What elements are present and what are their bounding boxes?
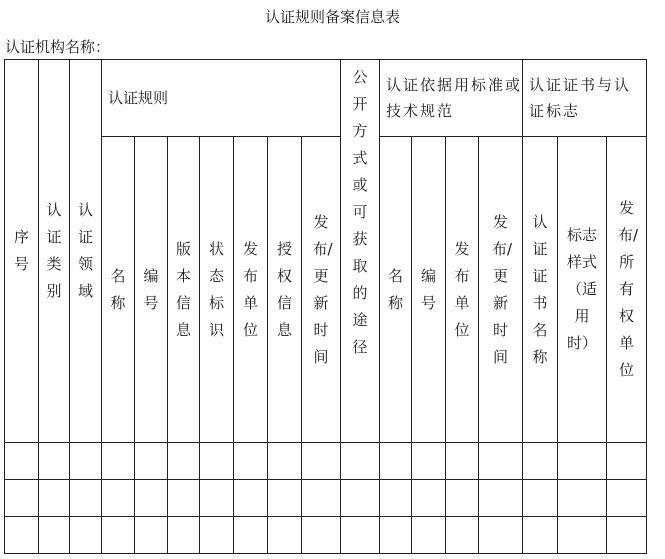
table-cell[interactable] (234, 517, 268, 554)
table-cell[interactable] (102, 480, 135, 517)
header-rules-publisher: 发布单位 (234, 137, 268, 443)
table-cell[interactable] (5, 517, 39, 554)
table-cell[interactable] (341, 517, 380, 554)
table-cell[interactable] (302, 443, 341, 480)
header-mark-style: 标志样式（适用时） (558, 137, 607, 443)
table-cell[interactable] (268, 517, 302, 554)
table-cell[interactable] (523, 480, 558, 517)
table-cell[interactable] (523, 443, 558, 480)
header-mark-owner: 发布/所有权单位 (607, 137, 647, 443)
table-cell[interactable] (39, 517, 70, 554)
table-cell[interactable] (558, 443, 607, 480)
filing-table (4, 59, 647, 554)
table-cell[interactable] (446, 443, 479, 480)
table-cell[interactable] (412, 443, 446, 480)
header-cert-name: 认证证书名称 (523, 137, 558, 443)
table-cell[interactable] (70, 517, 102, 554)
table-cell[interactable] (302, 480, 341, 517)
header-group-certificate: 认证证书与认证标志 (523, 60, 647, 137)
header-rules-number: 编号 (135, 137, 168, 443)
table-cell[interactable] (168, 443, 200, 480)
document-title: 认证规则备案信息表 (264, 8, 400, 26)
table-cell[interactable] (446, 480, 479, 517)
header-cert-field: 认证领域 (70, 60, 102, 443)
table-cell[interactable] (523, 517, 558, 554)
table-cell[interactable] (168, 517, 200, 554)
header-rules-version: 版本信息 (168, 137, 200, 443)
header-std-number: 编号 (412, 137, 446, 443)
table-cell[interactable] (302, 517, 341, 554)
table-cell[interactable] (341, 443, 380, 480)
table-cell[interactable] (168, 480, 200, 517)
table-cell[interactable] (268, 480, 302, 517)
table-cell[interactable] (70, 480, 102, 517)
table-cell[interactable] (135, 517, 168, 554)
table-row (5, 517, 647, 554)
header-cert-type: 认证类别 (39, 60, 70, 443)
header-std-publish-time: 发布/更新时间 (479, 137, 523, 443)
table-cell[interactable] (479, 517, 523, 554)
table-cell[interactable] (380, 517, 412, 554)
table-cell[interactable] (412, 480, 446, 517)
table-row (5, 443, 647, 480)
table-cell[interactable] (380, 480, 412, 517)
table-cell[interactable] (234, 480, 268, 517)
table-cell[interactable] (446, 517, 479, 554)
table-cell[interactable] (479, 480, 523, 517)
table-cell[interactable] (102, 443, 135, 480)
table-cell[interactable] (558, 480, 607, 517)
table-cell[interactable] (341, 480, 380, 517)
table-cell[interactable] (412, 517, 446, 554)
table-cell[interactable] (380, 443, 412, 480)
table-cell[interactable] (234, 443, 268, 480)
table-row (5, 480, 647, 517)
table-cell[interactable] (607, 517, 647, 554)
header-public-access: 公开方式或可获取的途径 (341, 60, 380, 443)
header-serial: 序号 (5, 60, 39, 443)
table-cell[interactable] (39, 480, 70, 517)
header-std-publisher: 发布单位 (446, 137, 479, 443)
table-cell[interactable] (607, 443, 647, 480)
header-rules-publish-time: 发布/更新时间 (302, 137, 341, 443)
table-cell[interactable] (5, 480, 39, 517)
table-cell[interactable] (607, 480, 647, 517)
table-cell[interactable] (200, 443, 234, 480)
table-cell[interactable] (135, 443, 168, 480)
header-group-standards: 认证依据用标准或技术规范 (380, 60, 523, 137)
header-rules-name: 名称 (102, 137, 135, 443)
table-cell[interactable] (200, 480, 234, 517)
table-cell[interactable] (5, 443, 39, 480)
table-cell[interactable] (558, 517, 607, 554)
header-std-name: 名称 (380, 137, 412, 443)
header-group-rules: 认证规则 (102, 60, 341, 137)
table-cell[interactable] (39, 443, 70, 480)
table-cell[interactable] (102, 517, 135, 554)
org-name-label: 认证机构名称： (5, 38, 111, 56)
table-cell[interactable] (268, 443, 302, 480)
table-cell[interactable] (200, 517, 234, 554)
table-cell[interactable] (479, 443, 523, 480)
header-rules-authorization: 授权信息 (268, 137, 302, 443)
table-cell[interactable] (70, 443, 102, 480)
header-rules-status: 状态标识 (200, 137, 234, 443)
table-cell[interactable] (135, 480, 168, 517)
